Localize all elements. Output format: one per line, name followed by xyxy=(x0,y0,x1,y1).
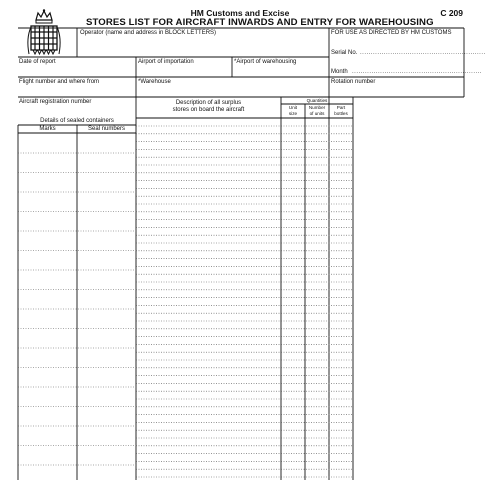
quantities-header: Quantities xyxy=(306,98,328,103)
form-title: STORES LIST FOR AIRCRAFT INWARDS AND ENTRY FOR WAREHOUSING xyxy=(86,17,434,28)
form-code: C 209 xyxy=(440,8,463,18)
airport-warehousing-label: *Airport of warehousing xyxy=(234,59,297,65)
unit-size-header-line2: size xyxy=(288,111,298,116)
number-units-header-line1: Number xyxy=(308,105,326,110)
serial-no-field[interactable]: .......................................................... xyxy=(360,50,486,56)
month-label: Month xyxy=(331,69,348,75)
seal-numbers-header: Seal numbers xyxy=(87,126,126,132)
month-field[interactable]: ............................................................ xyxy=(352,69,483,75)
warehouse-label: *Warehouse xyxy=(138,79,171,85)
part-bottles-header-line2: bottles xyxy=(334,111,348,116)
agency-name: HM Customs and Excise xyxy=(190,8,290,18)
number-units-header-line2: of units xyxy=(309,111,325,116)
sealed-containers-header: Details of sealed containers xyxy=(40,118,114,124)
description-header-line2: stores on board the aircraft xyxy=(172,107,245,113)
flight-number-label: Flight number and where from xyxy=(19,79,100,85)
airport-importation-label: Airport of importation xyxy=(138,59,194,65)
description-header-line1: Description of all surplus xyxy=(175,100,242,106)
operator-label: Operator (name and address in BLOCK LETTERS) xyxy=(80,30,217,36)
rotation-number-label: Rotation number xyxy=(331,79,376,85)
date-of-report-label: Date of report xyxy=(19,59,56,65)
unit-size-header-line1: Unit xyxy=(288,105,298,110)
part-bottles-header-line1: Part xyxy=(336,105,346,110)
aircraft-registration-label: Aircraft registration number xyxy=(19,99,92,105)
marks-header: Marks xyxy=(39,126,56,132)
serial-no-label: Serial No. xyxy=(331,50,358,56)
official-use-label: FOR USE AS DIRECTED BY HM CUSTOMS xyxy=(331,30,452,36)
